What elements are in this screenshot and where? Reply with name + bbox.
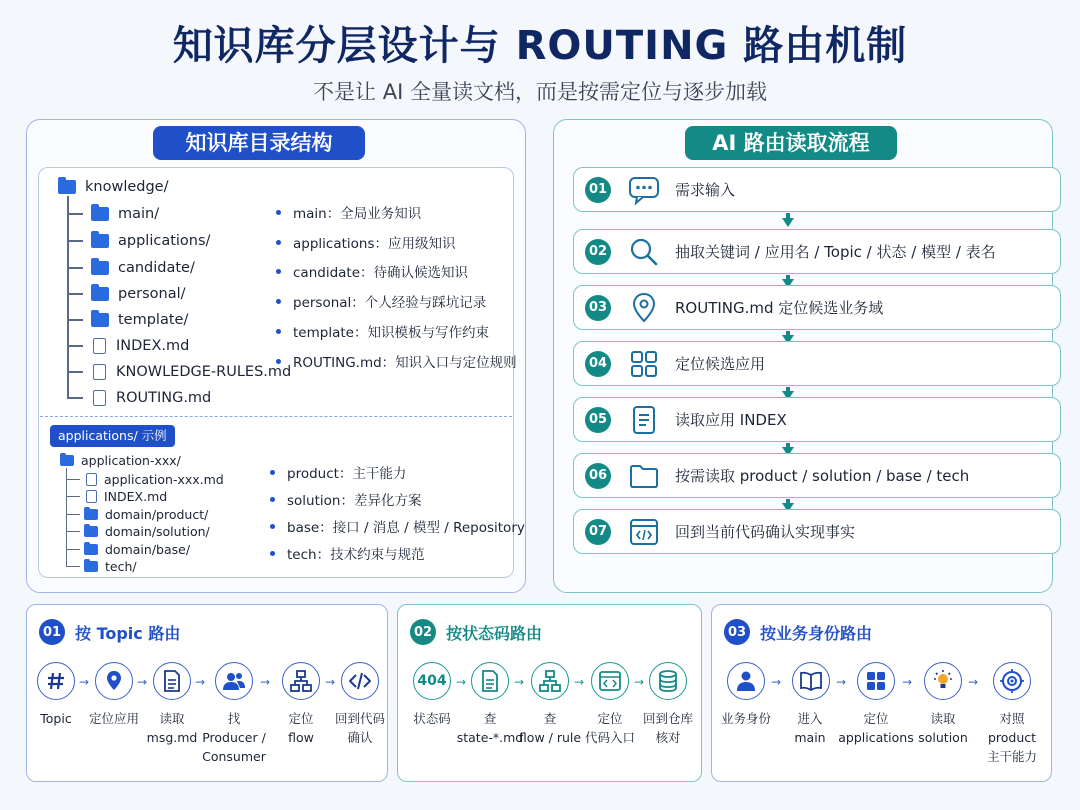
node-label: Topic xyxy=(40,711,72,726)
example-note-item: tech：技术约束与规范 xyxy=(270,543,425,563)
apps-icon xyxy=(857,662,895,700)
file-icon xyxy=(86,473,97,486)
node-label: 进入 main xyxy=(794,711,826,745)
tree-line xyxy=(66,468,67,566)
note-item: ROUTING.md：知识入口与定位规则 xyxy=(276,351,517,371)
node-label: 状态码 xyxy=(413,711,451,726)
tree-branch xyxy=(67,319,83,321)
tree-branch xyxy=(66,566,80,567)
tree-branch xyxy=(66,514,80,515)
tree-branch xyxy=(67,345,83,347)
node-label: 定位 代码入口 xyxy=(584,711,635,745)
folder-icon xyxy=(84,509,98,520)
node-label: 定位应用 xyxy=(88,711,139,726)
directory-panel-header: 知识库目录结构 xyxy=(153,126,365,160)
folder-icon xyxy=(91,313,109,327)
divider xyxy=(40,416,512,417)
target-icon xyxy=(993,662,1031,700)
file-icon xyxy=(86,490,97,503)
tree-item-routing[interactable]: ROUTING.md xyxy=(93,387,211,409)
tree-branch xyxy=(66,496,80,497)
note-item: template：知识模板与写作约束 xyxy=(276,321,489,341)
folder-icon xyxy=(84,544,98,555)
node-label: 找 Producer / Consumer xyxy=(202,711,266,764)
flow-step-07[interactable]: 07 回到当前代码确认实现事实 xyxy=(573,509,1061,554)
node-label: 业务身份 xyxy=(720,711,771,726)
example-tree-item[interactable]: application-xxx.md xyxy=(86,470,224,488)
file-icon xyxy=(93,390,106,406)
node-label: 对照 product 主干能力 xyxy=(986,711,1037,764)
tree-branch xyxy=(67,371,83,373)
example-note-item: solution：差异化方案 xyxy=(270,489,421,509)
flow-step-03[interactable]: 03 ROUTING.md 定位候选业务域 xyxy=(573,285,1061,330)
file-icon xyxy=(471,662,509,700)
flow-step-05[interactable]: 05 读取应用 INDEX xyxy=(573,397,1061,442)
node-label: 回到代码 确认 xyxy=(334,711,385,745)
tree-item-main[interactable]: main/ xyxy=(91,203,159,225)
tree-branch xyxy=(66,531,80,532)
file-icon xyxy=(153,662,191,700)
example-tree-item[interactable]: domain/base/ xyxy=(84,540,190,558)
business-identity-route-panel: 03 按业务身份路由 → → → → 业务身份 进入 main 定位 applications 读取 solution 对照 product 主干能力 xyxy=(711,604,1052,782)
example-tag: applications/ 示例 xyxy=(50,425,175,447)
location-pin-icon xyxy=(627,291,661,325)
note-item: applications：应用级知识 xyxy=(276,232,456,252)
flow-step-04[interactable]: 04 定位候选应用 xyxy=(573,341,1061,386)
users-icon xyxy=(215,662,253,700)
code-icon xyxy=(341,662,379,700)
chat-icon xyxy=(627,173,661,207)
file-icon xyxy=(93,364,106,380)
example-tree-item[interactable]: domain/product/ xyxy=(84,505,208,523)
document-icon xyxy=(627,403,661,437)
folder-icon xyxy=(58,180,76,194)
folder-icon xyxy=(60,455,74,466)
page-title: 知识库分层设计与 ROUTING 路由机制 xyxy=(172,23,908,69)
flow-icon xyxy=(282,662,320,700)
folder-icon xyxy=(91,287,109,301)
pin-icon xyxy=(95,662,133,700)
node-label: 读取 msg.md xyxy=(146,711,198,745)
tree-branch xyxy=(66,479,80,480)
book-icon xyxy=(792,662,830,700)
example-tree-item[interactable]: INDEX.md xyxy=(86,487,167,505)
example-note-item: base：接口 / 消息 / 模型 / Repository xyxy=(270,516,525,536)
tree-item-applications[interactable]: applications/ xyxy=(91,230,210,252)
grid-icon xyxy=(627,347,661,381)
note-item: candidate：待确认候选知识 xyxy=(276,261,468,281)
node-label: 读取 solution xyxy=(918,711,968,745)
tree-line xyxy=(67,196,69,398)
status-route-panel: 02 按状态码路由 404 → → → → 状态码 查 state-*.md 查 flow / rule 定位 代码入口 回到仓库 核对 xyxy=(397,604,702,782)
folder-icon xyxy=(91,207,109,221)
folder-icon xyxy=(91,234,109,248)
folder-outline-icon xyxy=(627,459,661,493)
tree-root[interactable]: knowledge/ xyxy=(58,176,168,198)
hash-icon xyxy=(37,662,75,700)
search-icon xyxy=(627,235,661,269)
flow-step-06[interactable]: 06 按需读取 product / solution / base / tech xyxy=(573,453,1061,498)
tree-item-index[interactable]: INDEX.md xyxy=(93,335,189,357)
folder-icon xyxy=(84,561,98,572)
tree-item-template[interactable]: template/ xyxy=(91,309,188,331)
example-tree-root[interactable]: application-xxx/ xyxy=(60,451,181,469)
example-tree-item[interactable]: tech/ xyxy=(84,557,137,575)
note-item: main：全局业务知识 xyxy=(276,202,421,222)
node-label: 定位 flow xyxy=(288,711,314,745)
tree-branch xyxy=(67,397,83,399)
node-label: 定位 applications xyxy=(838,711,914,745)
flow-step-02[interactable]: 02 抽取关键词 / 应用名 / Topic / 状态 / 模型 / 表名 xyxy=(573,229,1061,274)
tree-item-candidate[interactable]: candidate/ xyxy=(91,257,195,279)
node-label: 查 state-*.md xyxy=(456,711,524,745)
code-window-icon xyxy=(591,662,629,700)
status-404-icon: 404 xyxy=(413,662,451,700)
topic-route-panel: 01 按 Topic 路由 → → → → → Topic 定位应用 读取 msg.md 找 Producer / Consumer 定位 flow 回到代码 确认 xyxy=(26,604,388,782)
tree-item-personal[interactable]: personal/ xyxy=(91,283,186,305)
tree-branch xyxy=(67,213,83,215)
example-note-item: product：主干能力 xyxy=(270,462,406,482)
database-icon xyxy=(649,662,687,700)
code-window-icon xyxy=(627,515,661,549)
tree-branch xyxy=(66,549,80,550)
example-tree-item[interactable]: domain/solution/ xyxy=(84,522,210,540)
note-item: personal：个人经验与踩坑记录 xyxy=(276,291,486,311)
flow-arrow xyxy=(782,218,794,227)
node-label: 回到仓库 核对 xyxy=(642,711,693,745)
routing-flow-header: AI 路由读取流程 xyxy=(685,126,897,160)
file-icon xyxy=(93,338,106,354)
lightbulb-icon xyxy=(924,662,962,700)
folder-icon xyxy=(91,261,109,275)
tree-item-knowledge-rules[interactable]: KNOWLEDGE-RULES.md xyxy=(93,361,291,383)
flow-icon xyxy=(531,662,569,700)
person-icon xyxy=(727,662,765,700)
folder-icon xyxy=(84,526,98,537)
tree-branch xyxy=(67,293,83,295)
flow-step-01[interactable]: 01 需求输入 xyxy=(573,167,1061,212)
node-label: 查 flow / rule xyxy=(518,711,582,745)
page-subtitle: 不是让 AI 全量读文档，而是按需定位与逐步加载 xyxy=(313,80,767,104)
tree-branch xyxy=(67,267,83,269)
tree-branch xyxy=(67,240,83,242)
